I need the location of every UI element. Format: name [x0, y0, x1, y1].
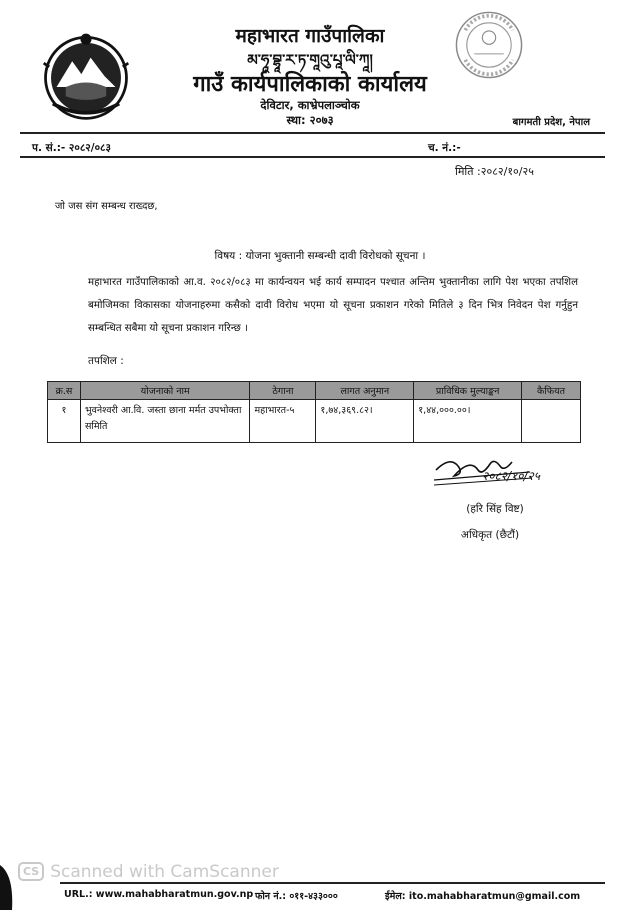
- salutation: जो जस संग सम्बन्ध राख्दछ,: [55, 201, 158, 212]
- letter-subject: विषय : योजना भुक्तानी सम्बन्धी दावी विरोधको सूचना ।: [214, 250, 426, 262]
- cell-address: महाभारत-५: [250, 400, 316, 443]
- cell-cost-estimate: १,७४,३६९.८२।: [316, 400, 414, 443]
- col-cost-estimate: लागत अनुमान: [316, 382, 414, 400]
- cell-serial: १: [48, 400, 81, 443]
- office-round-stamp-icon: [452, 8, 526, 82]
- established-year: स्था: २०७३: [286, 113, 334, 127]
- page-corner-mark-icon: [0, 855, 22, 910]
- municipality-name-tibetan: མ་ཧཱ་བྷཱ་ར་ཏ་གཱའུ་པཱ་ལི་ཀཱ།: [247, 51, 373, 69]
- letter-number: प. सं.:- २०८२/०८३: [32, 142, 111, 154]
- municipality-name: महाभारत गाउँपालिका: [235, 25, 385, 47]
- nepal-emblem-icon: [40, 30, 132, 122]
- footer-phone: फोन नं.: ०११-४३३०००: [255, 891, 338, 902]
- table-header-row: [48, 382, 581, 400]
- scanner-watermark: [18, 862, 279, 882]
- footer-divider: [60, 882, 605, 884]
- camscanner-logo-icon: CS: [18, 862, 44, 881]
- col-remarks: कैफियत: [522, 382, 581, 400]
- office-title: गाउँ कार्यपालिकाको कार्यालय: [193, 72, 427, 97]
- col-address: ठेगाना: [250, 382, 316, 400]
- province-label: बागमती प्रदेश, नेपाल: [512, 117, 590, 128]
- project-table: [47, 381, 581, 443]
- handwritten-signature: [430, 452, 580, 492]
- signatory-post: अधिकृत (छैटौं): [460, 529, 520, 541]
- header-divider-top: [20, 132, 605, 134]
- cell-project-name: भुवनेश्वरी आ.वि. जस्ता छाना मर्मत उपभोक्ता समिति: [80, 400, 250, 443]
- office-address: देविटार, काभ्रेपलाञ्चोक: [260, 98, 360, 112]
- signature-date: २०८२/१०/२५: [482, 469, 541, 483]
- letter-body: महाभारत गाउँपालिकाको आ.व. २०८२/०८३ मा कार्यन्वयन भई कार्य सम्पादन पश्चात अन्तिम भुक्तानीका लागि पेश भएका तपशिल बमोजिमका विकासका योजनाहरुमा कसैको दावी विरोध भएमा यो सूचना प्रकाशन गरेको मितिले ३ दिन भित्र निवेदन पेश गर्नुहुन सम्बन्धित सबैमा यो सूचना प्रकाशन गरिन्छ ।: [88, 277, 578, 334]
- signatory-name: (हरि सिंह विष्ट): [466, 503, 524, 515]
- letter-date: मिति :२०८२/१०/२५: [455, 165, 534, 178]
- col-technical-evaluation: प्राविधिक मुल्याङ्कन: [414, 382, 522, 400]
- table-row: [48, 400, 581, 443]
- details-label: तपशिल :: [88, 355, 124, 367]
- header-divider-bottom: [20, 156, 605, 158]
- col-serial: क्र.स: [48, 382, 81, 400]
- cell-remarks: [522, 400, 581, 443]
- cell-technical-evaluation: १,४४,०००.००।: [414, 400, 522, 443]
- footer-url: URL.: www.mahabharatmun.gov.np: [64, 889, 254, 900]
- dispatch-number: च. नं.:-: [428, 142, 461, 154]
- watermark-text: Scanned with CamScanner: [50, 862, 279, 882]
- footer-email: ईमेल: ito.mahabharatmun@gmail.com: [385, 891, 581, 902]
- col-project-name: योजनाको नाम: [80, 382, 250, 400]
